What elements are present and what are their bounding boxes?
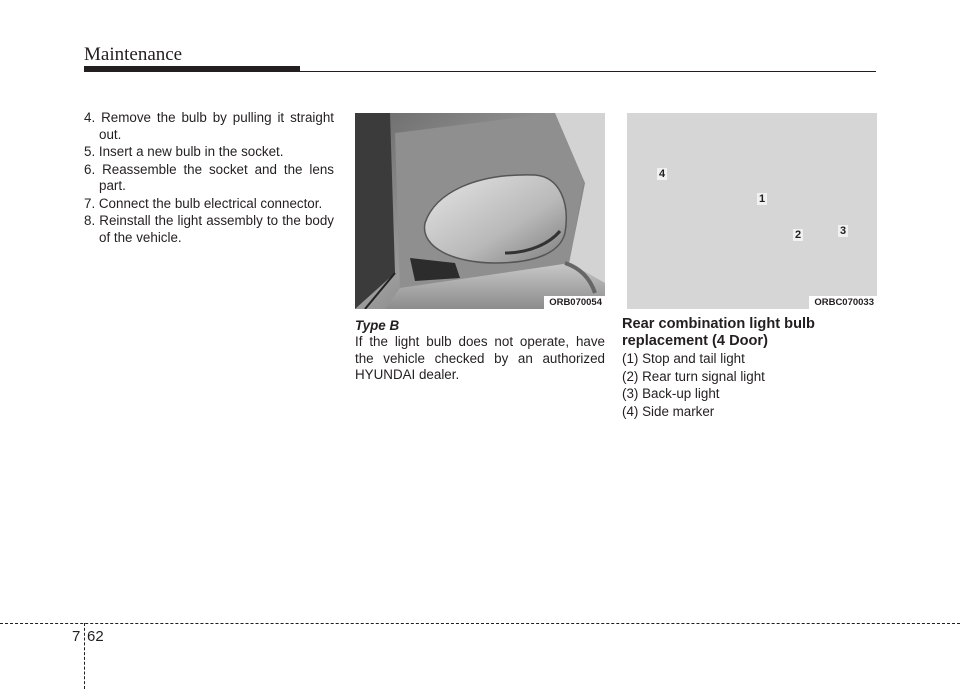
part-item: (1) Stop and tail light bbox=[622, 351, 745, 366]
callout-2: 2 bbox=[795, 229, 802, 241]
step-item: 6. Reassemble the socket and the lens part. bbox=[84, 161, 334, 193]
header-bar bbox=[84, 66, 300, 72]
rear-light-photo bbox=[627, 113, 877, 309]
rear-section-title: Rear combination light bulb replacement (4 Door) bbox=[622, 316, 815, 349]
footer-rule bbox=[0, 623, 960, 624]
section-title: Maintenance bbox=[84, 44, 183, 65]
step-item: 5. Insert a new bulb in the socket. bbox=[84, 144, 284, 159]
header-rule bbox=[300, 71, 876, 72]
side-mirror-photo bbox=[355, 113, 605, 309]
callout-1: 1 bbox=[759, 193, 766, 205]
side-mirror-illustration bbox=[355, 113, 605, 309]
chapter-number: 7 bbox=[72, 628, 81, 645]
part-item: (3) Back-up light bbox=[622, 386, 720, 401]
procedure-steps bbox=[84, 110, 334, 247]
parts-list bbox=[622, 350, 765, 420]
part-item: (4) Side marker bbox=[622, 403, 715, 419]
figure-code: ORB070054 bbox=[544, 296, 605, 309]
callout-4: 4 bbox=[659, 168, 666, 180]
callout-3: 3 bbox=[840, 225, 847, 237]
type-description: If the light bulb does not operate, have the vehicle checked by an authorized HYUNDAI dealer. bbox=[355, 334, 605, 382]
type-label: Type B bbox=[355, 318, 400, 333]
page-number: 62 bbox=[87, 628, 104, 645]
footer-divider bbox=[84, 623, 85, 689]
step-item: 4. Remove the bulb by pulling it straight out. bbox=[84, 110, 334, 142]
step-item: 8. Reinstall the light assembly to the body of the vehicle. bbox=[84, 213, 334, 245]
step-item: 7. Connect the bulb electrical connector. bbox=[84, 195, 323, 211]
part-item: (2) Rear turn signal light bbox=[622, 368, 765, 384]
figure-code: ORBC070033 bbox=[809, 296, 877, 309]
rear-light-illustration bbox=[627, 113, 877, 309]
